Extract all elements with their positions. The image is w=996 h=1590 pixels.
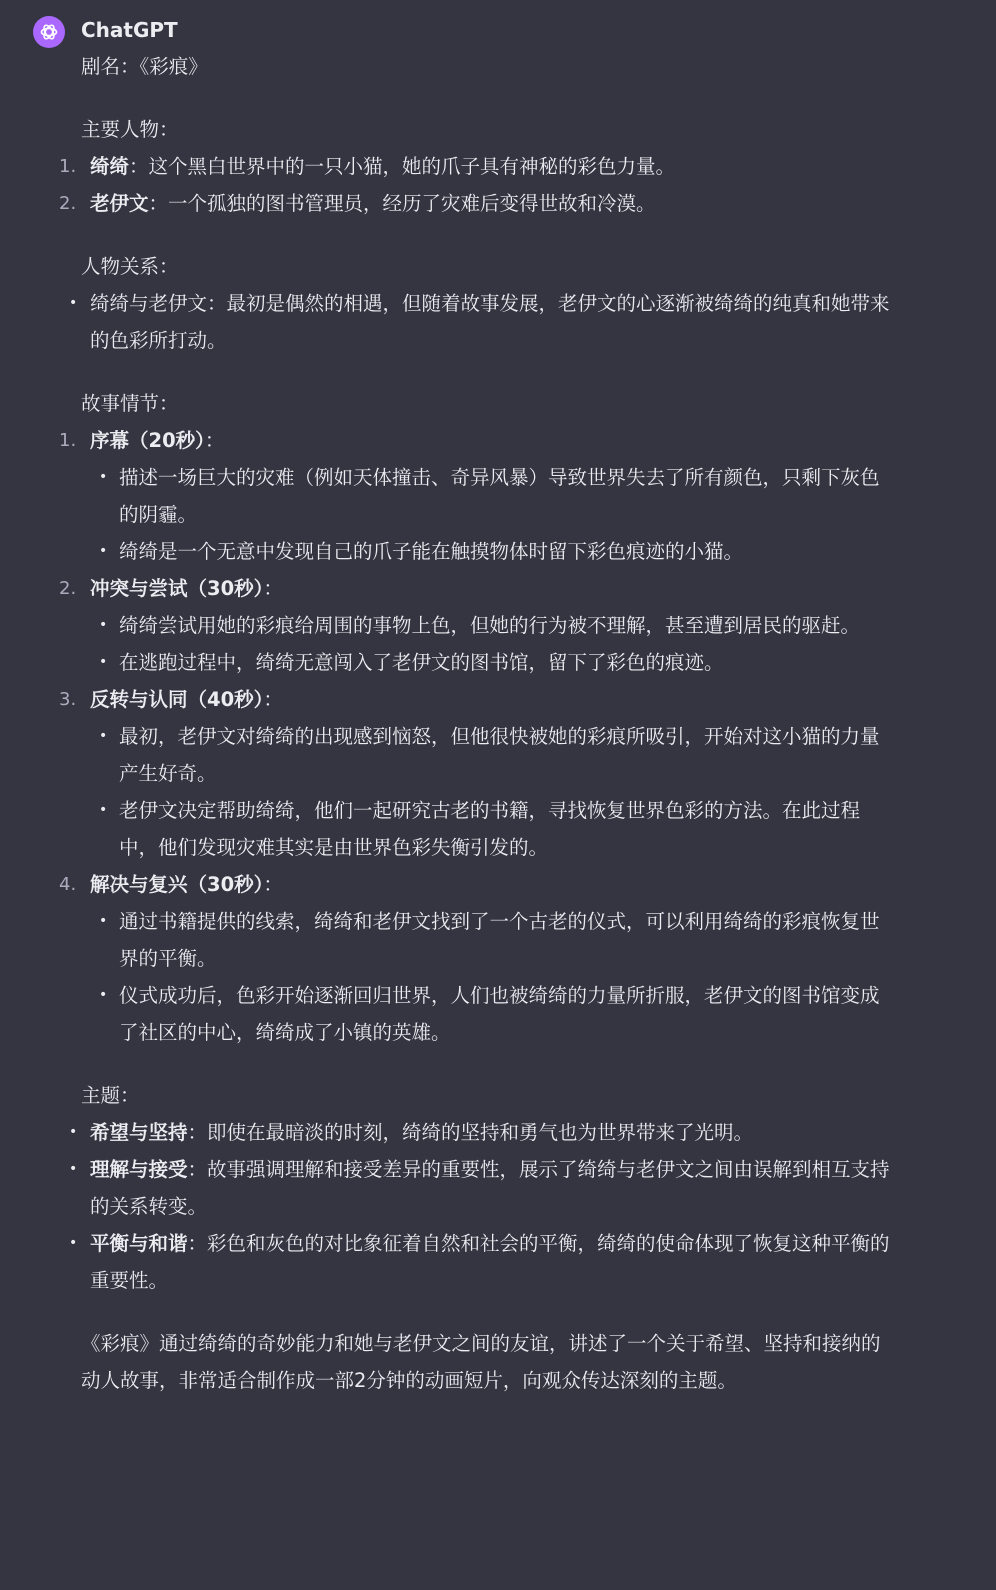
title-line: 剧名：《彩痕》: [81, 55, 208, 78]
theme-heading: 主题：: [81, 1084, 140, 1107]
characters-list: [59, 148, 893, 222]
list-item: 1. 绮绮：这个黑白世界中的一只小猫，她的爪子具有神秘的彩色力量。: [59, 155, 676, 178]
plot-suffix: ：: [263, 688, 283, 711]
plot-title: 序幕（20秒）: [90, 429, 205, 452]
character-name: 老伊文: [90, 192, 149, 215]
list-item: • 绮绮与老伊文：最初是偶然的相遇，但随着故事发展，老伊文的心逐渐被绮绮的纯真和她带来的色彩所打动。: [69, 292, 890, 352]
plot-point: • 仪式成功后，色彩开始逐渐回归世界，人们也被绮绮的力量所折服，老伊文的图书馆变成了社区的中心，绮绮成了小镇的英雄。: [99, 984, 880, 1044]
character-desc: ：一个孤独的图书管理员，经历了灾难后变得世故和冷漠。: [148, 192, 656, 215]
themes-list: [69, 1114, 893, 1299]
plot-item: 4. 解决与复兴（30秒）：: [59, 873, 283, 896]
character-name: 绮绮: [90, 155, 130, 178]
plot-title: 解决与复兴（30秒）: [90, 873, 264, 896]
plot-item: 3. 反转与认同（40秒）：: [59, 688, 283, 711]
plot-title: 冲突与尝试（30秒）: [90, 577, 264, 600]
list-item: • 希望与坚持：即使在最暗淡的时刻，绮绮的坚持和勇气也为世界带来了光明。: [69, 1121, 754, 1144]
plot-point: • 描述一场巨大的灾难（例如天体撞击、奇异风暴）导致世界失去了所有颜色，只剩下灰色的阴霾。: [99, 466, 880, 526]
list-item: • 平衡与和谐：彩色和灰色的对比象征着自然和社会的平衡，绮绮的使命体现了恢复这种平衡的重要性。: [69, 1232, 890, 1292]
conclusion: 《彩痕》通过绮绮的奇妙能力和她与老伊文之间的友谊，讲述了一个关于希望、坚持和接纳的动人故事，非常适合制作成一部2分钟的动画短片，向观众传达深刻的主题。: [81, 1332, 881, 1392]
theme-name: 理解与接受: [90, 1158, 188, 1181]
plot-point: • 绮绮是一个无意中发现自己的爪子能在触摸物体时留下彩色痕迹的小猫。: [99, 540, 744, 563]
character-desc: ：这个黑白世界中的一只小猫，她的爪子具有神秘的彩色力量。: [129, 155, 676, 178]
plot-point: • 老伊文决定帮助绮绮，他们一起研究古老的书籍，寻找恢复世界色彩的方法。在此过程中，他们发现灾难其实是由世界色彩失衡引发的。: [99, 799, 861, 859]
plot-suffix: ：: [263, 577, 283, 600]
plot-point: • 通过书籍提供的线索，绮绮和老伊文找到了一个古老的仪式，可以利用绮绮的彩痕恢复世界的平衡。: [99, 910, 880, 970]
avatar: [33, 16, 65, 48]
theme-name: 希望与坚持: [90, 1121, 188, 1144]
plot-item: 2. 冲突与尝试（30秒）：: [59, 577, 283, 600]
characters-heading: 主要人物：: [81, 118, 179, 141]
plot-point: • 在逃跑过程中，绮绮无意闯入了老伊文的图书馆，留下了彩色的痕迹。: [99, 651, 724, 674]
message-content: [59, 48, 893, 1399]
theme-desc: ：彩色和灰色的对比象征着自然和社会的平衡，绮绮的使命体现了恢复这种平衡的重要性。: [90, 1232, 890, 1292]
relations-heading: 人物关系：: [81, 255, 179, 278]
plot-title: 反转与认同（40秒）: [90, 688, 264, 711]
plot-item: 1. 序幕（20秒）：: [59, 429, 225, 452]
list-item: 2. 老伊文：一个孤独的图书管理员，经历了灾难后变得世故和冷漠。: [59, 192, 656, 215]
theme-desc: ：故事强调理解和接受差异的重要性，展示了绮绮与老伊文之间由误解到相互支持的关系转变。: [90, 1158, 890, 1218]
plot-heading: 故事情节：: [81, 392, 179, 415]
plot-suffix: ：: [263, 873, 283, 896]
author-name: ChatGPT: [81, 18, 178, 42]
openai-logo-icon: [38, 21, 60, 43]
list-item: • 理解与接受：故事强调理解和接受差异的重要性，展示了绮绮与老伊文之间由误解到相互支持的关系转变。: [69, 1158, 890, 1218]
theme-name: 平衡与和谐: [90, 1232, 188, 1255]
relation-text: 绮绮与老伊文：最初是偶然的相遇，但随着故事发展，老伊文的心逐渐被绮绮的纯真和她带来的色彩所打动。: [90, 292, 890, 352]
plot-suffix: ：: [204, 429, 225, 452]
theme-desc: ：即使在最暗淡的时刻，绮绮的坚持和勇气也为世界带来了光明。: [187, 1121, 754, 1144]
plot-list: [59, 422, 893, 1051]
relations-list: [69, 285, 893, 359]
plot-point: • 绮绮尝试用她的彩痕给周围的事物上色，但她的行为被不理解，甚至遭到居民的驱赶。: [99, 614, 861, 637]
plot-point: • 最初，老伊文对绮绮的出现感到恼怒，但他很快被她的彩痕所吸引，开始对这小猫的力量产生好奇。: [99, 725, 880, 785]
